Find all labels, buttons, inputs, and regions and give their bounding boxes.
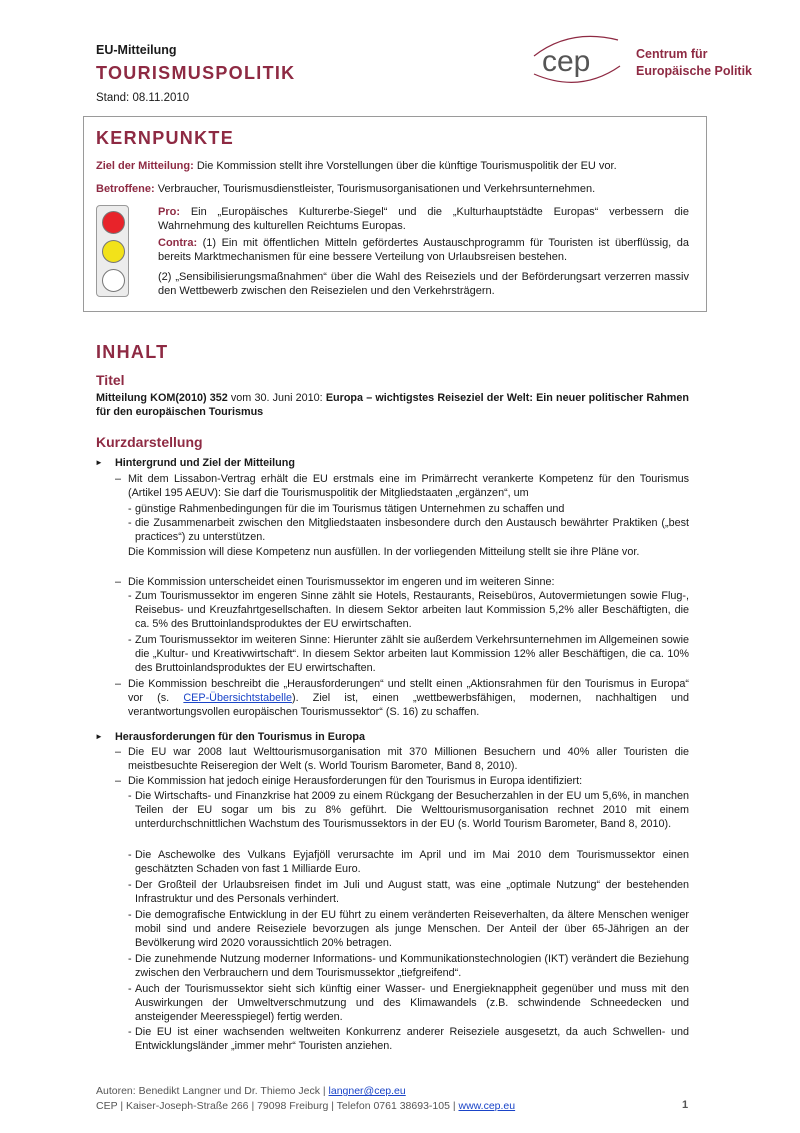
betroffene-text: Verbraucher, Tourismusdienstleister, Tourismusorganisationen und Verkehrsunternehmen. xyxy=(154,183,596,195)
section2-item2-e: - Die zunehmende Nutzung moderner Informations- und Kommunikationstechnologien (IKT) verändert die Beziehung zwischen den Verbrauchern und dem Tourismussektor „tiefgreifend“. xyxy=(128,953,689,979)
section2-heading: Herausforderungen für den Tourismus in Europa xyxy=(115,731,365,743)
footer-address-line: CEP | Kaiser-Joseph-Straße 266 | 79098 Freiburg | Telefon 0761 38693-105 | www.cep.eu xyxy=(96,1100,516,1112)
document-type: EU-Mitteilung xyxy=(96,43,177,57)
reference-number: Mitteilung KOM(2010) 352 xyxy=(96,392,228,404)
website-link[interactable]: www.cep.eu xyxy=(458,1100,516,1112)
footer xyxy=(96,1084,515,1114)
document-date: Stand: 08.11.2010 xyxy=(96,92,190,104)
contra-text-block xyxy=(158,236,689,264)
cep-logo xyxy=(520,30,628,88)
contra-text: (1) Ein mit öffentlichen Mitteln gefördertes Austauschprogramm für Touristen ist überflüssig, da bereits Marktmechanismen für eine bessere Verteilung von Urlaubsreisen bestehen. xyxy=(158,237,689,263)
document-title: TOURISMUSPOLITIK xyxy=(96,63,296,83)
org-name-line1: Centrum für xyxy=(636,47,708,61)
document-reference xyxy=(96,391,689,419)
ziel-text: Die Kommission stellt ihre Vorstellungen über die künftige Tourismuspolitik der EU vor. xyxy=(193,160,617,172)
contra-label: Contra: xyxy=(158,237,198,249)
ziel-line xyxy=(96,159,696,173)
yellow-lamp-icon xyxy=(102,240,125,263)
section1-item1-c: Die Kommission will diese Kompetenz nun ausfüllen. In der vorliegenden Mitteilung stellt sie ihre Pläne vor. xyxy=(128,546,640,558)
section1-heading: Hintergrund und Ziel der Mitteilung xyxy=(115,457,295,469)
org-name-line2: Europäische Politik xyxy=(636,64,753,78)
contra2-text: (2) „Sensibilisierungsmaßnahmen“ über die Wahl des Reiseziels und der Beförderungsart verzerren massiv den Wettbewerb zwischen den Reisezielen und den Verkehrsträgern. xyxy=(158,271,689,297)
white-lamp-icon xyxy=(102,269,125,292)
footer-authors-line: Autoren: Benedikt Langner und Dr. Thiemo Jeck | langner@cep.eu xyxy=(96,1085,406,1097)
cep-overview-link[interactable]: CEP-Übersichtstabelle xyxy=(183,692,292,704)
ziel-label: Ziel der Mitteilung: xyxy=(96,160,194,172)
section1-item3: – Die Kommission beschreibt die „Herausforderungen“ und stellt einen „Aktionsrahmen für den Tourismus in Europa“ vor (s. CEP-Übersichtstabelle). Ziel ist, einen „wettbewerbsfähigen, modernen, nachhaltigen und verantwortungsvollen europäischen Tourismussektor“ (S. 16) zu schaffen. xyxy=(115,678,689,718)
pro-text: Ein „Europäisches Kulturerbe-Siegel“ und die „Kulturhauptstädte Europas“ verbessern die Wahrnehmung des kulturellen Reichtums Europas. xyxy=(158,206,689,232)
section2-item2-b: - Die Aschewolke des Vulkans Eyjafjöll verursachte im April und im Mai 2010 dem Tourismussektor einen geschätzten Schaden von fast 1 Milliarde Euro. xyxy=(128,849,689,875)
org-name xyxy=(636,46,752,80)
section1-item1: – Mit dem Lissabon-Vertrag erhält die EU erstmals eine im Primärrecht verankerte Kompetenz für den Tourismus (Artikel 195 AEUV): Sie darf die Tourismuspolitik der Mitgliedstaaten „ergänzen“, um xyxy=(115,473,689,499)
section1-item2-b: - Zum Tourismussektor im weiteren Sinne: Hierunter zählt sie außerdem Verkehrsunternehmen im Allgemeinen sowie die „Kultur- und Kreativwirtschaft“. In diesem Sektor arbeiten laut Kommission 12% aller Beschäftigen, die ca. 10% des Bruttoinlandsproduktes der EU erwirtschaften. xyxy=(128,634,689,674)
titel-heading: Titel xyxy=(96,372,125,388)
kurzdarstellung-heading: Kurzdarstellung xyxy=(96,434,203,450)
section2-item1: – Die EU war 2008 laut Welttourismusorganisation mit 370 Millionen Besuchern und 40% aller Touristen die meistbesuchte Reiseregion der Welt (s. World Tourism Barometer, Band 8, 2010). xyxy=(115,746,689,772)
betroffene-line xyxy=(96,182,696,196)
section1-item1-b: - die Zusammenarbeit zwischen den Mitgliedstaaten insbesondere durch den Austausch bewährter Praktiken („best practices“) zu unterstützen. xyxy=(128,517,689,543)
betroffene-label: Betroffene: xyxy=(96,183,155,195)
author-email-link[interactable]: langner@cep.eu xyxy=(328,1085,406,1097)
section2-item2-g: - Die EU ist einer wachsenden weltweiten Konkurrenz anderer Reiseziele ausgesetzt, da auch Schwellen- und Entwicklungsländer „immer mehr“ Touristen anziehen. xyxy=(128,1026,689,1052)
section1-item2: – Die Kommission unterscheidet einen Tourismussektor im engeren und im weiteren Sinne: xyxy=(115,576,555,588)
section2-item2-a: - Die Wirtschafts- und Finanzkrise hat 2009 zu einem Rückgang der Besucherzahlen in der EU um 5,6%, in manchen Teilen der EU sogar um bis zu 8% geführt. Die Welttourismusorganisation rechnet 2010 mit einem unterdurchschnittlichen Wachstum des Tourismussektors in der EU (s. World Tourism Barometer, Band 8, 2010). xyxy=(128,790,689,830)
arrow-bullet-icon: ► xyxy=(95,458,103,467)
red-lamp-icon xyxy=(102,211,125,234)
section1-item1-a: - günstige Rahmenbedingungen für die im Tourismus tätigen Unternehmen zu schaffen und xyxy=(128,503,565,515)
section2-item2-f: - Auch der Tourismussektor sieht sich künftig einer Wasser- und Energieknappheit gegenüber und muss mit den Auswirkungen der Umweltverschmutzung und des Klimawandels (z.B. schwindende Schneedecken und ansteigender Meeresspiegel) fertig werden. xyxy=(128,983,689,1023)
section2-item2-d: - Die demografische Entwicklung in der EU führt zu einem veränderten Reiseverhalten, da ältere Menschen weniger mobil sind und andere Reiseziele bevorzugen als junge Menschen. Der Anteil der über 65-Jährigen an der Bevölkerung wird 2020 voraussichtlich 20% betragen. xyxy=(128,909,689,949)
section2-item2-c: - Der Großteil der Urlaubsreisen findet im Juli und August statt, was eine „optimale Nutzung“ der bestehenden Infrastruktur und des Personals verhindert. xyxy=(128,879,689,905)
kernpunkte-title: KERNPUNKTE xyxy=(96,128,235,148)
inhalt-title: INHALT xyxy=(96,342,169,362)
arrow-bullet-icon: ► xyxy=(95,732,103,741)
section1-item2-a: - Zum Tourismussektor im engeren Sinne zählt sie Hotels, Restaurants, Reisebüros, Autovermietungen sowie Flug-, Reisebus- und Kreuzfahrtgesellschaften. In diesem Sektor arbeiten laut Kommission 5,2% aller Beschäftigten, die ca. 5% des Bruttoinlandsproduktes der EU erwirtschaften. xyxy=(128,590,689,630)
reference-date: vom 30. Juni 2010: xyxy=(227,392,326,404)
pro-text-block xyxy=(158,205,689,233)
reference-title: Europa – wichtigstes Reiseziel der Welt: Ein neuer politischer Rahmen für den europäischen Tourismus xyxy=(96,392,689,418)
pro-label: Pro: xyxy=(158,206,180,218)
traffic-light-icon xyxy=(96,205,129,297)
logo-text: cep xyxy=(542,45,591,78)
section2-item2: – Die Kommission hat jedoch einige Herausforderungen für den Tourismus in Europa identifiziert: xyxy=(115,775,583,787)
page-number: 1 xyxy=(682,1099,689,1111)
